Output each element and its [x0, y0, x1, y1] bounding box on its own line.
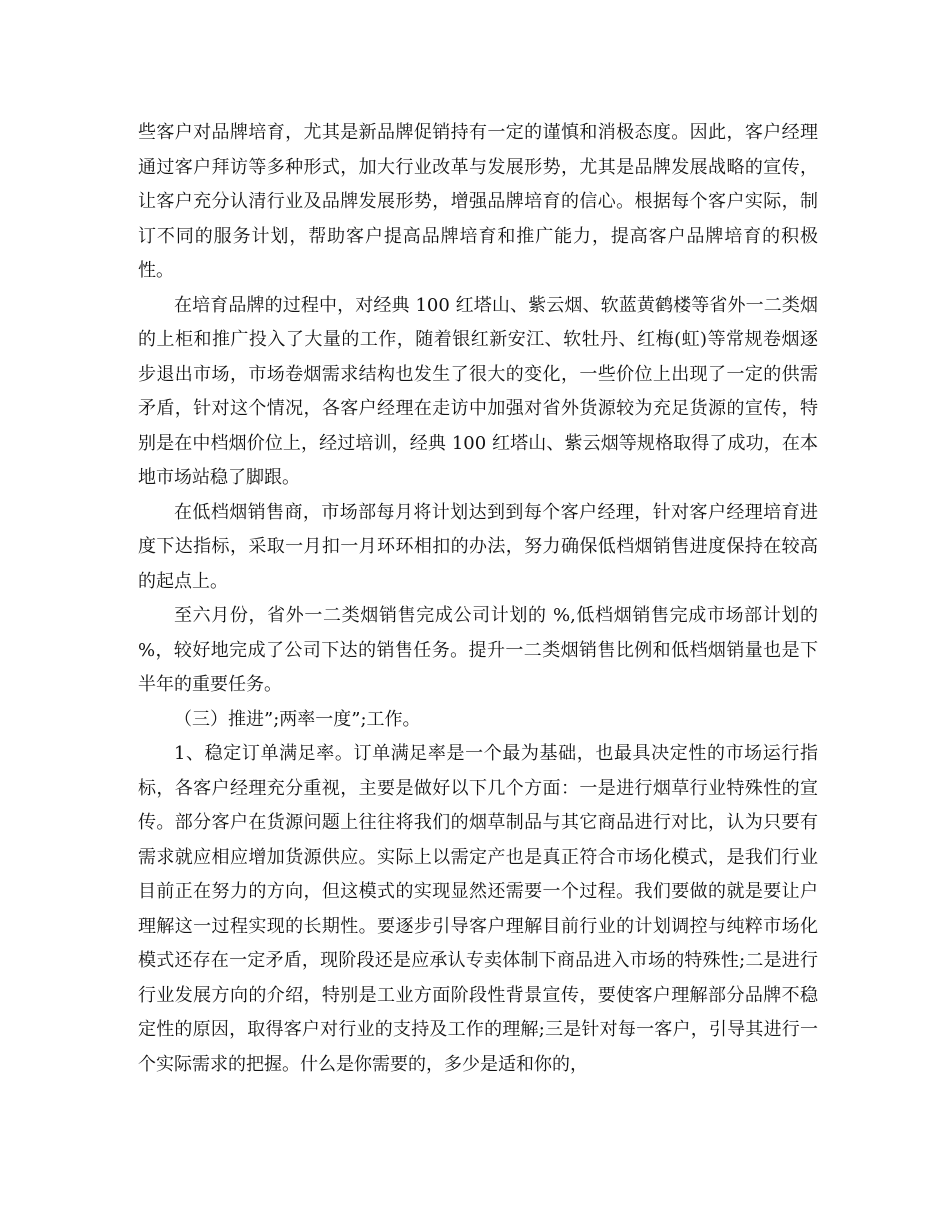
- paragraph-1: 些客户对品牌培育，尤其是新品牌促销持有一定的谨慎和消极态度。因此，客户经理通过客户拜访等多种形式，加大行业改革与发展形势，尤其是品牌发展战略的宣传，让客户充分认清行业及品牌发展形势，增强品牌培育的信心。根据每个客户实际，制订不同的服务计划，帮助客户提高品牌培育和推广能力，提高客户品牌培育的积极性。: [138, 122, 818, 281]
- section-heading: （三）推进”;两率一度”;工作。: [174, 708, 421, 730]
- paragraph-3: 在低档烟销售商，市场部每月将计划达到到每个客户经理，针对客户经理培育进度下达指标，采取一月扣一月环环相扣的办法，努力确保低档烟销售进度保持在较高的起点上。: [138, 501, 818, 592]
- document-body: [138, 116, 818, 1082]
- paragraph-4: 至六月份，省外一二类烟销售完成公司计划的 %,低档烟销售完成市场部计划的 %，较好地完成了公司下达的销售任务。提升一二类烟销售比例和低档烟销量也是下半年的重要任务。: [138, 605, 818, 695]
- paragraph-5: 1、稳定订单满足率。订单满足率是一个最为基础，也最具决定性的市场运行指标，各客户经理充分重视，主要是做好以下几个方面：一是进行烟草行业特殊性的宣传。部分客户在货源问题上往往将我们的烟草制品与其它商品进行对比，认为只要有需求就应相应增加货源供应。实际上以需定产也是真正符合市场化模式，是我们行业目前正在努力的方向，但这模式的实现显然还需要一个过程。我们要做的就是要让户理解这一过程实现的长期性。要逐步引导客户理解目前行业的计划调控与纯粹市场化模式还存在一定矛盾，现阶段还是应承认专卖体制下商品进入市场的特殊性;二是进行行业发展方向的介绍，特别是工业方面阶段性背景宣传，要使客户理解部分品牌不稳定性的原因，取得客户对行业的支持及工作的理解;三是针对每一客户，引导其进行一个实际需求的把握。什么是你需要的，多少是适和你的，: [138, 743, 818, 1075]
- paragraph-2: 在培育品牌的过程中，对经典 100 红塔山、紫云烟、软蓝黄鹤楼等省外一二类烟的上柜和推广投入了大量的工作，随着银红新安江、软牡丹、红梅(虹)等常规卷烟逐步退出市场，市场卷烟需求结构也发生了很大的变化，一些价位上出现了一定的供需矛盾，针对这个情况，各客户经理在走访中加强对省外货源较为充足货源的宣传，特别是在中档烟价位上，经过培训，经典 100 红塔山、紫云烟等规格取得了成功，在本地市场站稳了脚跟。: [138, 294, 818, 488]
